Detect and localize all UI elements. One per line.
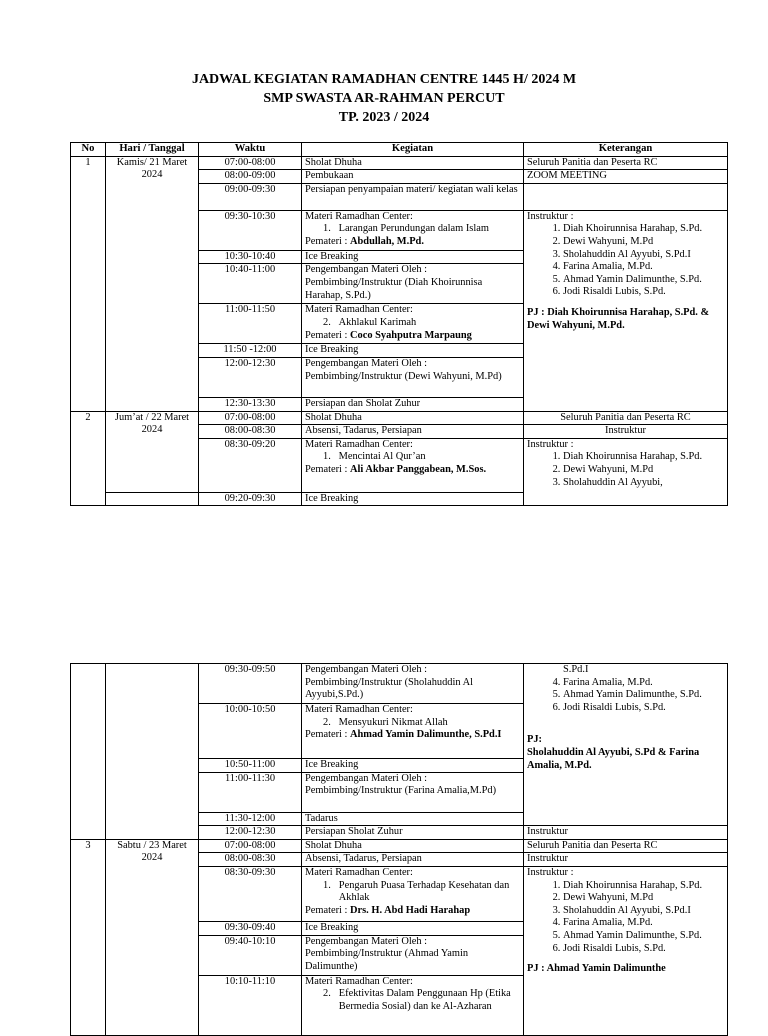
note-cell: Instruktur [524, 425, 728, 439]
table-row [71, 156, 728, 170]
speaker-name: Abdullah, M.Pd. [350, 235, 424, 247]
topic-line [305, 317, 520, 330]
table-header-row [71, 143, 728, 157]
note-cell: Seluruh Panitia dan Peserta RC [524, 411, 728, 425]
speaker-line [305, 464, 520, 477]
activity-heading: Materi Ramadhan Center: [305, 210, 413, 222]
activity-cell [302, 304, 524, 344]
list-item: 6. Jodi Risaldi Lubis, S.Pd. [563, 943, 724, 956]
col-header-activity: Kegiatan [302, 143, 524, 157]
list-item: 4. Farina Amalia, M.Pd. [563, 677, 724, 690]
day-date-empty [106, 664, 199, 840]
time-cell: 11:00-11:50 [199, 304, 302, 344]
activity-cell: Ice Breaking [302, 921, 524, 935]
time-cell: 09:30-09:40 [199, 921, 302, 935]
list-item: 3. Sholahuddin Al Ayyubi, [563, 477, 724, 490]
list-item: 2. Dewi Wahyuni, M.Pd [563, 892, 724, 905]
pj-line: Sholahuddin Al Ayyubi, S.Pd & Farina Amalia, M.Pd. [527, 746, 700, 771]
schedule-table-page1 [70, 142, 728, 506]
list-item: 3. Sholahuddin Al Ayyubi, S.Pd.I [563, 905, 724, 918]
speaker-label: Pemateri : [305, 904, 351, 916]
activity-heading: Materi Ramadhan Center: [305, 704, 413, 715]
activity-cell: Pengembangan Materi Oleh : Pembimbing/Instruktur (Dewi Wahyuni, M.Pd) [302, 357, 524, 397]
time-cell: 08:30-09:30 [199, 866, 302, 921]
time-cell: 09:00-09:30 [199, 183, 302, 210]
activity-cell: Absensi, Tadarus, Persiapan [302, 853, 524, 867]
activity-cell: Pengembangan Materi Oleh : Pembimbing/Instruktur (Sholahuddin Al Ayyubi,S.Pd.) [302, 664, 524, 704]
list-item: 4. Farina Amalia, M.Pd. [563, 261, 724, 274]
time-cell: 09:40-10:10 [199, 935, 302, 975]
day-date: Kamis/ 21 Maret 2024 [106, 156, 199, 411]
instructor-list [527, 880, 724, 956]
topic-line [305, 880, 520, 905]
col-header-time: Waktu [199, 143, 302, 157]
day-number: 3 [71, 839, 106, 1035]
activity-cell: Ice Breaking [302, 344, 524, 358]
activity-cell: Ice Breaking [302, 250, 524, 264]
time-cell: 09:30-09:50 [199, 664, 302, 704]
note-cell [524, 183, 728, 210]
note-cell: Instruktur [524, 826, 728, 840]
day-number: 1 [71, 156, 106, 411]
activity-cell [302, 438, 524, 492]
table-row [71, 411, 728, 425]
topic-line [305, 223, 520, 236]
instructor-list [527, 451, 724, 489]
topic-number: 2. [323, 716, 331, 728]
pj-line: PJ : Diah Khoirunnisa Harahap, S.Pd. & Dewi Wahyuni, M.Pd. [527, 306, 710, 331]
topic-number: 1. [323, 879, 331, 891]
speaker-line [305, 729, 520, 742]
time-cell: 10:10-11:10 [199, 975, 302, 1035]
speaker-label: Pemateri : [305, 463, 351, 475]
instructor-list [527, 223, 724, 299]
speaker-name: Drs. H. Abd Hadi Harahap [350, 904, 471, 916]
date-cell-empty [106, 492, 199, 506]
activity-cell: Persiapan dan Sholat Zuhur [302, 397, 524, 411]
time-cell: 12:00-12:30 [199, 357, 302, 397]
activity-cell: Sholat Dhuha [302, 839, 524, 853]
instructor-cell [524, 210, 728, 411]
time-cell: 11:50 -12:00 [199, 344, 302, 358]
list-item: 1. Diah Khoirunnisa Harahap, S.Pd. [563, 451, 724, 464]
instructor-cell [524, 438, 728, 506]
time-cell: 08:00-09:00 [199, 170, 302, 184]
time-cell: 10:40-11:00 [199, 264, 302, 304]
activity-cell: Ice Breaking [302, 492, 524, 506]
time-cell: 10:30-10:40 [199, 250, 302, 264]
activity-cell: Sholat Dhuha [302, 156, 524, 170]
pj-label: PJ: [527, 734, 543, 746]
activity-cell: Pengembangan Materi Oleh : Pembimbing/Instruktur (Farina Amalia,M.Pd) [302, 772, 524, 812]
topic-number: 2. [323, 988, 331, 1000]
activity-cell: Pengembangan Materi Oleh : Pembimbing/Instruktur (Diah Khoirunnisa Harahap, S.Pd.) [302, 264, 524, 304]
day-number: 2 [71, 411, 106, 506]
topic-number: 1. [323, 223, 331, 235]
topic-line [305, 451, 520, 464]
list-item: 2. Dewi Wahyuni, M.Pd [563, 236, 724, 249]
day-date: Sabtu / 23 Maret 2024 [106, 839, 199, 1035]
school-year: TP. 2023 / 2024 [338, 110, 430, 125]
activity-cell: Pengembangan Materi Oleh : Pembimbing/Instruktur (Ahmad Yamin Dalimunthe) [302, 935, 524, 975]
doc-title: JADWAL KEGIATAN RAMADHAN CENTRE 1445 H/ 2024 M [191, 72, 577, 87]
time-cell: 10:00-10:50 [199, 704, 302, 759]
time-cell: 07:00-08:00 [199, 411, 302, 425]
list-item: 5. Ahmad Yamin Dalimunthe, S.Pd. [563, 930, 724, 943]
speaker-line [305, 236, 520, 249]
time-cell: 12:00-12:30 [199, 826, 302, 840]
time-cell: 10:50-11:00 [199, 759, 302, 773]
note-cell: Seluruh Panitia dan Peserta RC [524, 156, 728, 170]
speaker-line [305, 905, 520, 918]
time-cell: 08:00-08:30 [199, 425, 302, 439]
table-row [71, 839, 728, 853]
activity-cell: Ice Breaking [302, 759, 524, 773]
speaker-label: Pemateri : [305, 329, 351, 341]
topic-number: 2. [323, 316, 331, 328]
speaker-name: Coco Syahputra Marpaung [350, 329, 472, 341]
instructor-continued: S.Pd.I [563, 664, 589, 675]
activity-cell [302, 210, 524, 250]
time-cell: 07:00-08:00 [199, 156, 302, 170]
time-cell: 11:30-12:00 [199, 812, 302, 826]
topic-title: Pengaruh Puasa Terhadap Kesehatan dan Akhlak [338, 879, 510, 904]
activity-cell: Tadarus [302, 812, 524, 826]
topic-line [305, 988, 520, 1013]
activity-cell: Persiapan penyampaian materi/ kegiatan wali kelas [302, 183, 524, 210]
activity-cell [302, 866, 524, 921]
activity-heading: Materi Ramadhan Center: [305, 975, 413, 987]
speaker-line [305, 330, 520, 343]
topic-line [305, 717, 520, 730]
topic-title: Larangan Perundungan dalam Islam [338, 223, 489, 235]
activity-heading: Materi Ramadhan Center: [305, 304, 413, 316]
activity-cell [302, 975, 524, 1035]
list-item: 5. Ahmad Yamin Dalimunthe, S.Pd. [563, 689, 724, 702]
list-item: 1. Diah Khoirunnisa Harahap, S.Pd. [563, 223, 724, 236]
pj-line: PJ : Ahmad Yamin Dalimunthe [527, 963, 666, 975]
speaker-label: Pemateri : [305, 729, 351, 741]
activity-cell: Absensi, Tadarus, Persiapan [302, 425, 524, 439]
list-item: 2. Dewi Wahyuni, M.Pd [563, 464, 724, 477]
instructor-list [527, 677, 724, 715]
list-item: 3. Sholahuddin Al Ayyubi, S.Pd.I [563, 249, 724, 262]
instructor-label: Instruktur : [527, 866, 574, 878]
col-header-no: No [71, 143, 106, 157]
note-cell: Instruktur [524, 853, 728, 867]
list-item: 1. Diah Khoirunnisa Harahap, S.Pd. [563, 880, 724, 893]
time-cell: 09:20-09:30 [199, 492, 302, 506]
note-cell: Seluruh Panitia dan Peserta RC [524, 839, 728, 853]
topic-number: 1. [323, 451, 331, 463]
topic-title: Akhlakul Karimah [338, 316, 417, 328]
time-cell: 12:30-13:30 [199, 397, 302, 411]
list-item: 4. Farina Amalia, M.Pd. [563, 917, 724, 930]
activity-heading: Materi Ramadhan Center: [305, 866, 413, 878]
time-cell: 07:00-08:00 [199, 839, 302, 853]
instructor-label: Instruktur : [527, 438, 574, 450]
instructor-cell [524, 866, 728, 1035]
schedule-table-page2 [70, 663, 728, 1036]
topic-title: Efektivitas Dalam Penggunaan Hp (Etika Bermedia Sosial) dan ke Al-Azharan [338, 988, 511, 1012]
school-name: SMP SWASTA AR-RAHMAN PERCUT [263, 91, 505, 106]
time-cell: 09:30-10:30 [199, 210, 302, 250]
time-cell: 11:00-11:30 [199, 772, 302, 812]
day-date: Jum’at / 22 Maret 2024 [106, 411, 199, 492]
col-header-note: Keterangan [524, 143, 728, 157]
speaker-name: Ali Akbar Panggabean, M.Sos. [350, 463, 487, 475]
list-item: 6. Jodi Risaldi Lubis, S.Pd. [563, 702, 724, 715]
activity-cell: Persiapan Sholat Zuhur [302, 826, 524, 840]
speaker-name: Ahmad Yamin Dalimunthe, S.Pd.I [350, 729, 502, 741]
time-cell: 08:30-09:20 [199, 438, 302, 492]
instructor-label: Instruktur : [527, 210, 574, 222]
speaker-label: Pemateri : [305, 235, 351, 247]
list-item: 6. Jodi Risaldi Lubis, S.Pd. [563, 286, 724, 299]
col-header-date: Hari / Tanggal [106, 143, 199, 157]
day-number-empty [71, 664, 106, 840]
note-cell: ZOOM MEETING [524, 170, 728, 184]
topic-title: Mensyukuri Nikmat Allah [338, 716, 448, 728]
activity-cell: Sholat Dhuha [302, 411, 524, 425]
instructor-cell [524, 664, 728, 826]
topic-title: Mencintai Al Qur’an [338, 451, 426, 463]
table-row [71, 664, 728, 704]
time-cell: 08:00-08:30 [199, 853, 302, 867]
list-item: 5. Ahmad Yamin Dalimunthe, S.Pd. [563, 274, 724, 287]
activity-cell [302, 704, 524, 759]
activity-cell: Pembukaan [302, 170, 524, 184]
activity-heading: Materi Ramadhan Center: [305, 438, 413, 450]
